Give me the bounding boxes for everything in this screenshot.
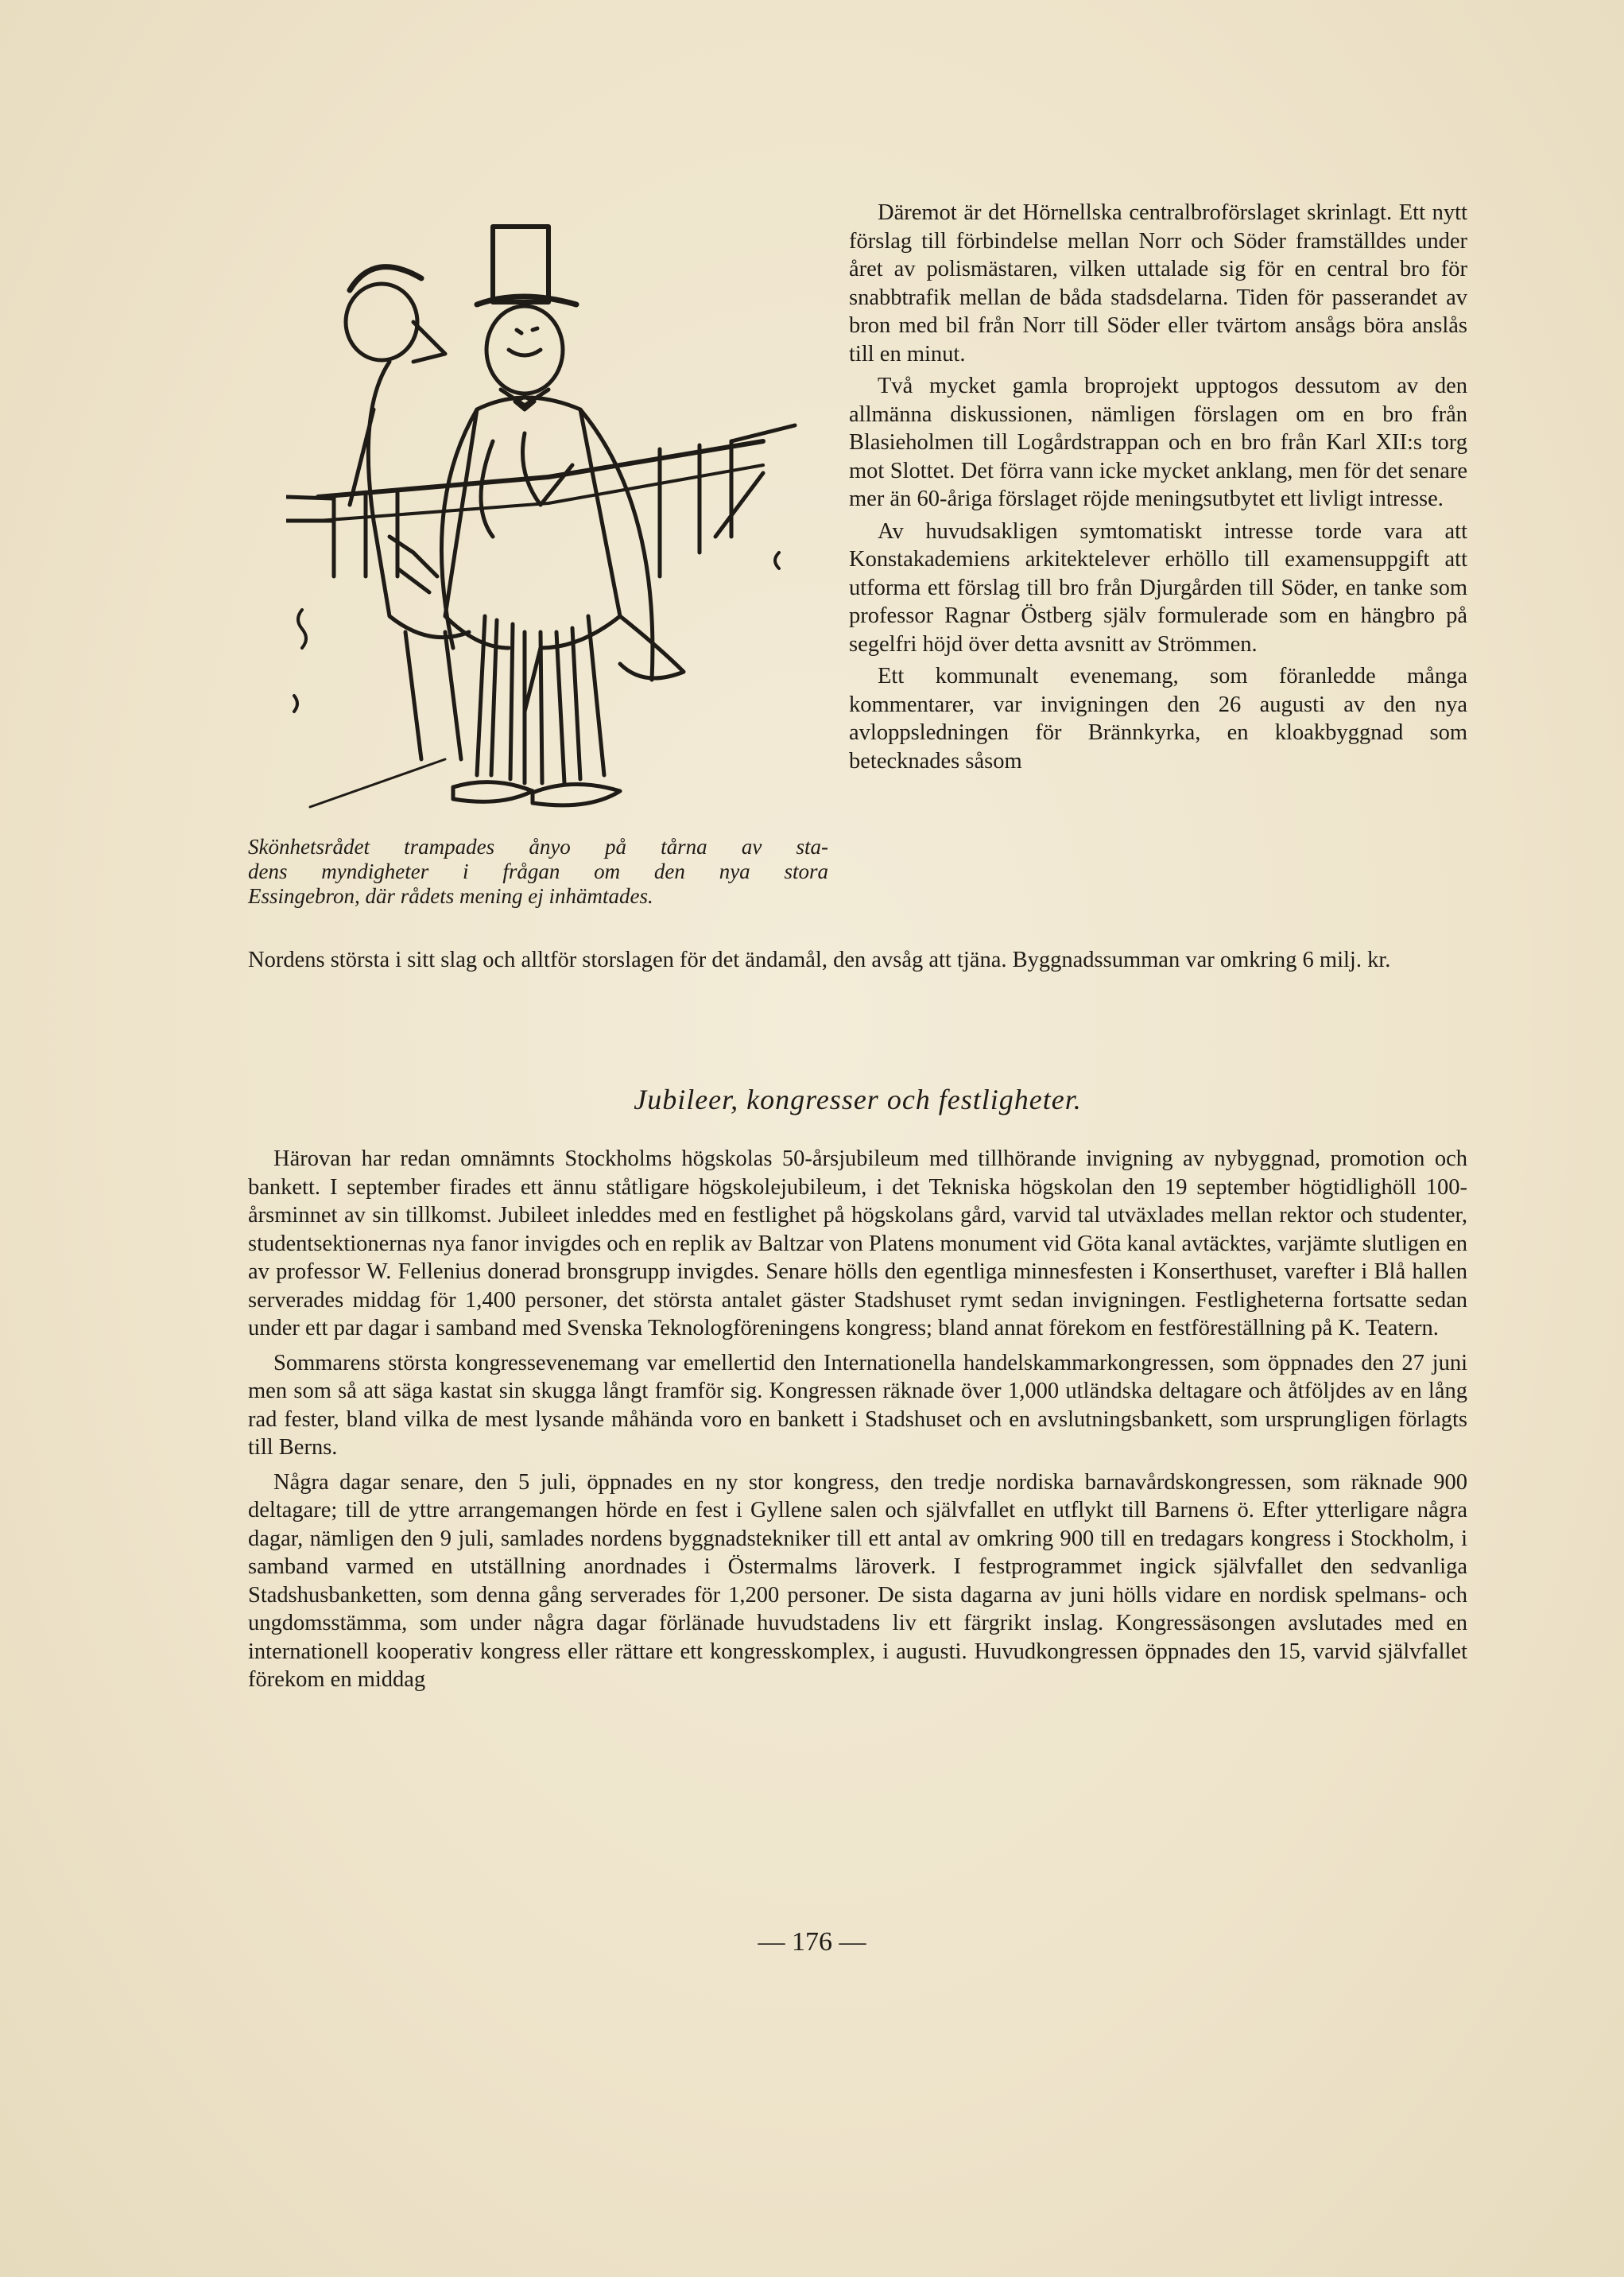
caption-line: dens myndigheter i frågan om den nya stora [248, 859, 828, 883]
body-text [248, 1145, 1467, 1701]
illustration-caption [248, 835, 828, 909]
caption-line: Skönhetsrådet trampades ånyo på tårna av sta- [248, 835, 828, 859]
page-number: — 176 — [758, 1927, 866, 1957]
paragraph: Härovan har redan omnämnts Stockholms högskolas 50-årsjubileum med tillhörande invigning av nybyggnad, promotion och bankett. I september firades ett ännu ståtligare högskolejubileum, i det Tekniska högskolan den 19 september högtidlighöll 100-årsminnet av sin tillkomst. Jubileet inleddes med en festlighet på högskolans gård, varvid tal utväxlades mellan rektor och studenter, studentsektionernas nya fanor invigdes och en replik av Baltzar von Platens monument vid Göta kanal avtäcktes, varjämte slutligen en av professor W. Fellenius donerad bronsgrupp invigdes. Senare hölls den egentliga minnesfesten i Konserthuset, varefter i Blå hallen serverades middag för 1,400 personer, det största antalet gäster Stadshuset rymt sedan invigningen. Festligheterna fortsatte sedan under ett par dagar i samband med Svenska Teknologföreningens kongress; bland annat förekom en festföreställning på K. Teatern. [248, 1146, 1467, 1340]
paragraph: Däremot är det Hörnellska centralbroförslaget skrinlagt. Ett nytt förslag till förbindelse mellan Norr och Söder framställdes under året av polismästaren, vilken uttalade sig för en central bro för snabbtrafik mellan de båda stadsdelarna. Tiden för passerandet av bron med bil från Norr till Söder eller tvärtom ansågs böra anslås till en minut. [849, 200, 1467, 367]
paragraph: Sommarens största kongressevenemang var emellertid den Internationella handelskammarkongressen, som öppnades den 27 juni men som så att säga kastat sin skugga långt framför sig. Kongressen räknade över 1,000 utländska deltagare och åtföljdes av en lång rad fester, bland vilka de mest lysande måhända voro en bankett i Stadshuset och en avslutningsbankett, som ursprungligen förlagts till Berns. [248, 1350, 1467, 1460]
paragraph: Två mycket gamla broprojekt upptogos dessutom av den allmänna diskussionen, nämligen förslagen om en bro från Blasieholmen till Logårdstrappan och en bro från Karl XII:s torg mot Slottet. Det förra vann icke mycket anklang, men för det senare mer än 60-åriga förslaget röjde meningsutbytet ett livligt intresse. [849, 374, 1467, 511]
paragraph: Några dagar senare, den 5 juli, öppnades en ny stor kongress, den tredje nordiska barnavårdskongressen, som räknade 900 deltagare; till de yttre arrangemangen hörde en fest i Gyllene salen och självfallet en utflykt till Barnens ö. Efter ytterligare några dagar, nämligen den 9 juli, samlades nordens byggnadstekniker till ett antal av omkring 900 till en tredagars kongress i Stockholm, i samband varmed en utställning anordnades i Östermalms läroverk. I festprogrammet ingick självfallet den sedvanliga Stadshusbanketten, som denna gång serverades för 1,200 personer. De sista dagarna av juni hölls vidare en nordisk spelmans- och ungdomsstämma, som under några dagar förlänade huvudstadens liv ett färgrikt inslag. Kongressäsongen avslutades med en internationell kooperativ kongress eller rättare ett kongresskomplex, i augusti. Huvudkongressen öppnades den 15, varvid självfallet förekom en middag [248, 1469, 1467, 1692]
paragraph-continuation [248, 946, 1467, 975]
caption-line: Essingebron, där rådets mening ej inhämtades. [248, 884, 653, 908]
paragraph: Av huvudsakligen symtomatiskt intresse torde vara att Konstakademiens arkitektelever erhöllo till examensuppgift att utforma ett förslag till bro från Djurgården till Söder, en tanke som professor Ragnar Östberg själv formulerade som en hängbro på segelfri höjd över detta avsnitt av Strömmen. [849, 518, 1467, 657]
paragraph: Nordens största i sitt slag och alltför storslagen för det ändamål, den avsåg att tjäna. Byggnadssumman var omkring 6 milj. kr. [248, 948, 1391, 972]
right-column-text [849, 199, 1467, 779]
section-heading: Jubileer, kongresser och festligheter. [634, 1084, 1082, 1115]
cartoon-two-men-bridge-icon [286, 203, 811, 831]
paragraph: Ett kommunalt evenemang, som föranledde många kommentarer, var invigningen den 26 augusti av den nya avloppsledningen för Brännkyrka, en kloakbyggnad som betecknades såsom [849, 664, 1467, 774]
